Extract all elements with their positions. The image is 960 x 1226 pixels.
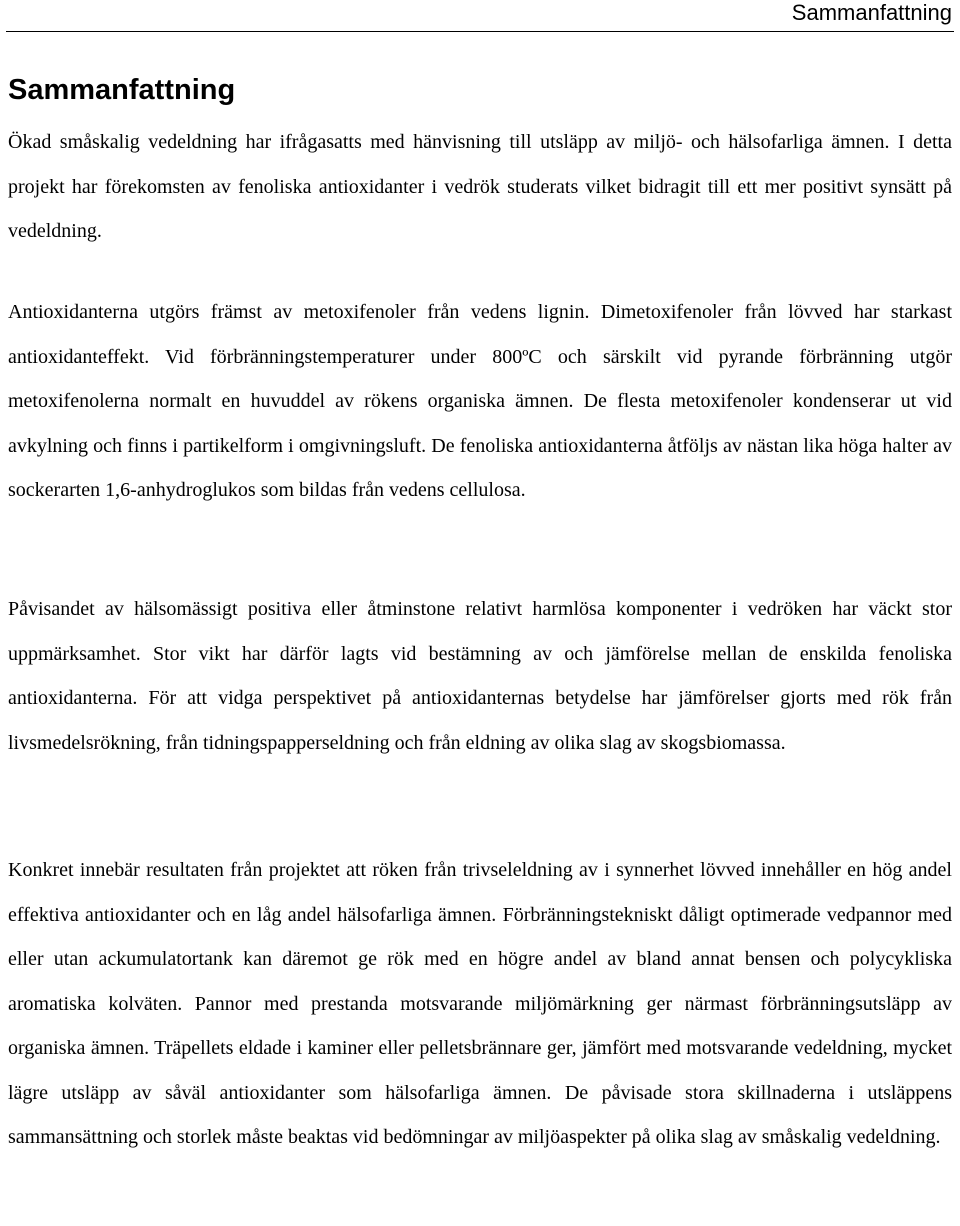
paragraph-health-comparison: Påvisandet av hälsomässigt positiva eller åtminstone relativt harmlösa komponenter i vedröken har väckt stor uppmärksamhet. Stor vikt har därför lagts vid bestämning av och jämförelse mellan de enskilda fenoliska antioxidanterna. För att vidga perspektivet på antioxidanternas betydelse har jämförelser gjorts med rök från livsmedelsrökning, från tidningspapperseldning och från eldning av olika slag av skogsbiomassa. <box>8 598 952 754</box>
running-header: Sammanfattning <box>791 0 952 25</box>
paragraph-antioxidants: Antioxidanterna utgörs främst av metoxifenoler från vedens lignin. Dimetoxifenoler från lövved har starkast antioxidanteffekt. Vid förbränningstemperaturer under 800ºC och särskilt vid pyrande förbränning utgör metoxifenolerna normalt en huvuddel av rökens organiska ämnen. De flesta metoxifenoler kondenserar ut vid avkylning och finns i partikelform i omgivningsluft. De fenoliska antioxidanterna åtföljs av nästan lika höga halter av sockerarten 1,6-anhydroglukos som bildas från vedens cellulosa. <box>8 301 952 501</box>
paragraph-intro: Ökad småskalig vedeldning har ifrågasatts med hänvisning till utsläpp av miljö- och hälsofarliga ämnen. I detta projekt har förekomsten av fenoliska antioxidanter i vedrök studerats vilket bidragit till ett mer positivt synsätt på vedeldning. <box>8 131 952 242</box>
page-title: Sammanfattning <box>8 74 236 106</box>
header-divider <box>6 31 954 32</box>
paragraph-conclusions: Konkret innebär resultaten från projektet att röken från trivseleldning av i synnerhet lövved innehåller en hög andel effektiva antioxidanter och en låg andel hälsofarliga ämnen. Förbränningstekniskt dåligt optimerade vedpannor med eller utan ackumulatortank kan däremot ge rök med en högre andel av bland annat bensen och polycykliska aromatiska kolväten. Pannor med prestanda motsvarande miljömärkning ger närmast förbränningsutsläpp av organiska ämnen. Träpellets eldade i kaminer eller pelletsbrännare ger, jämfört med motsvarande vedeldning, mycket lägre utsläpp av såväl antioxidanter som hälsofarliga ämnen. De påvisade stora skillnaderna i utsläppens sammansättning och storlek måste beaktas vid bedömningar av miljöaspekter på olika slag av småskalig vedeldning. <box>8 859 952 1148</box>
